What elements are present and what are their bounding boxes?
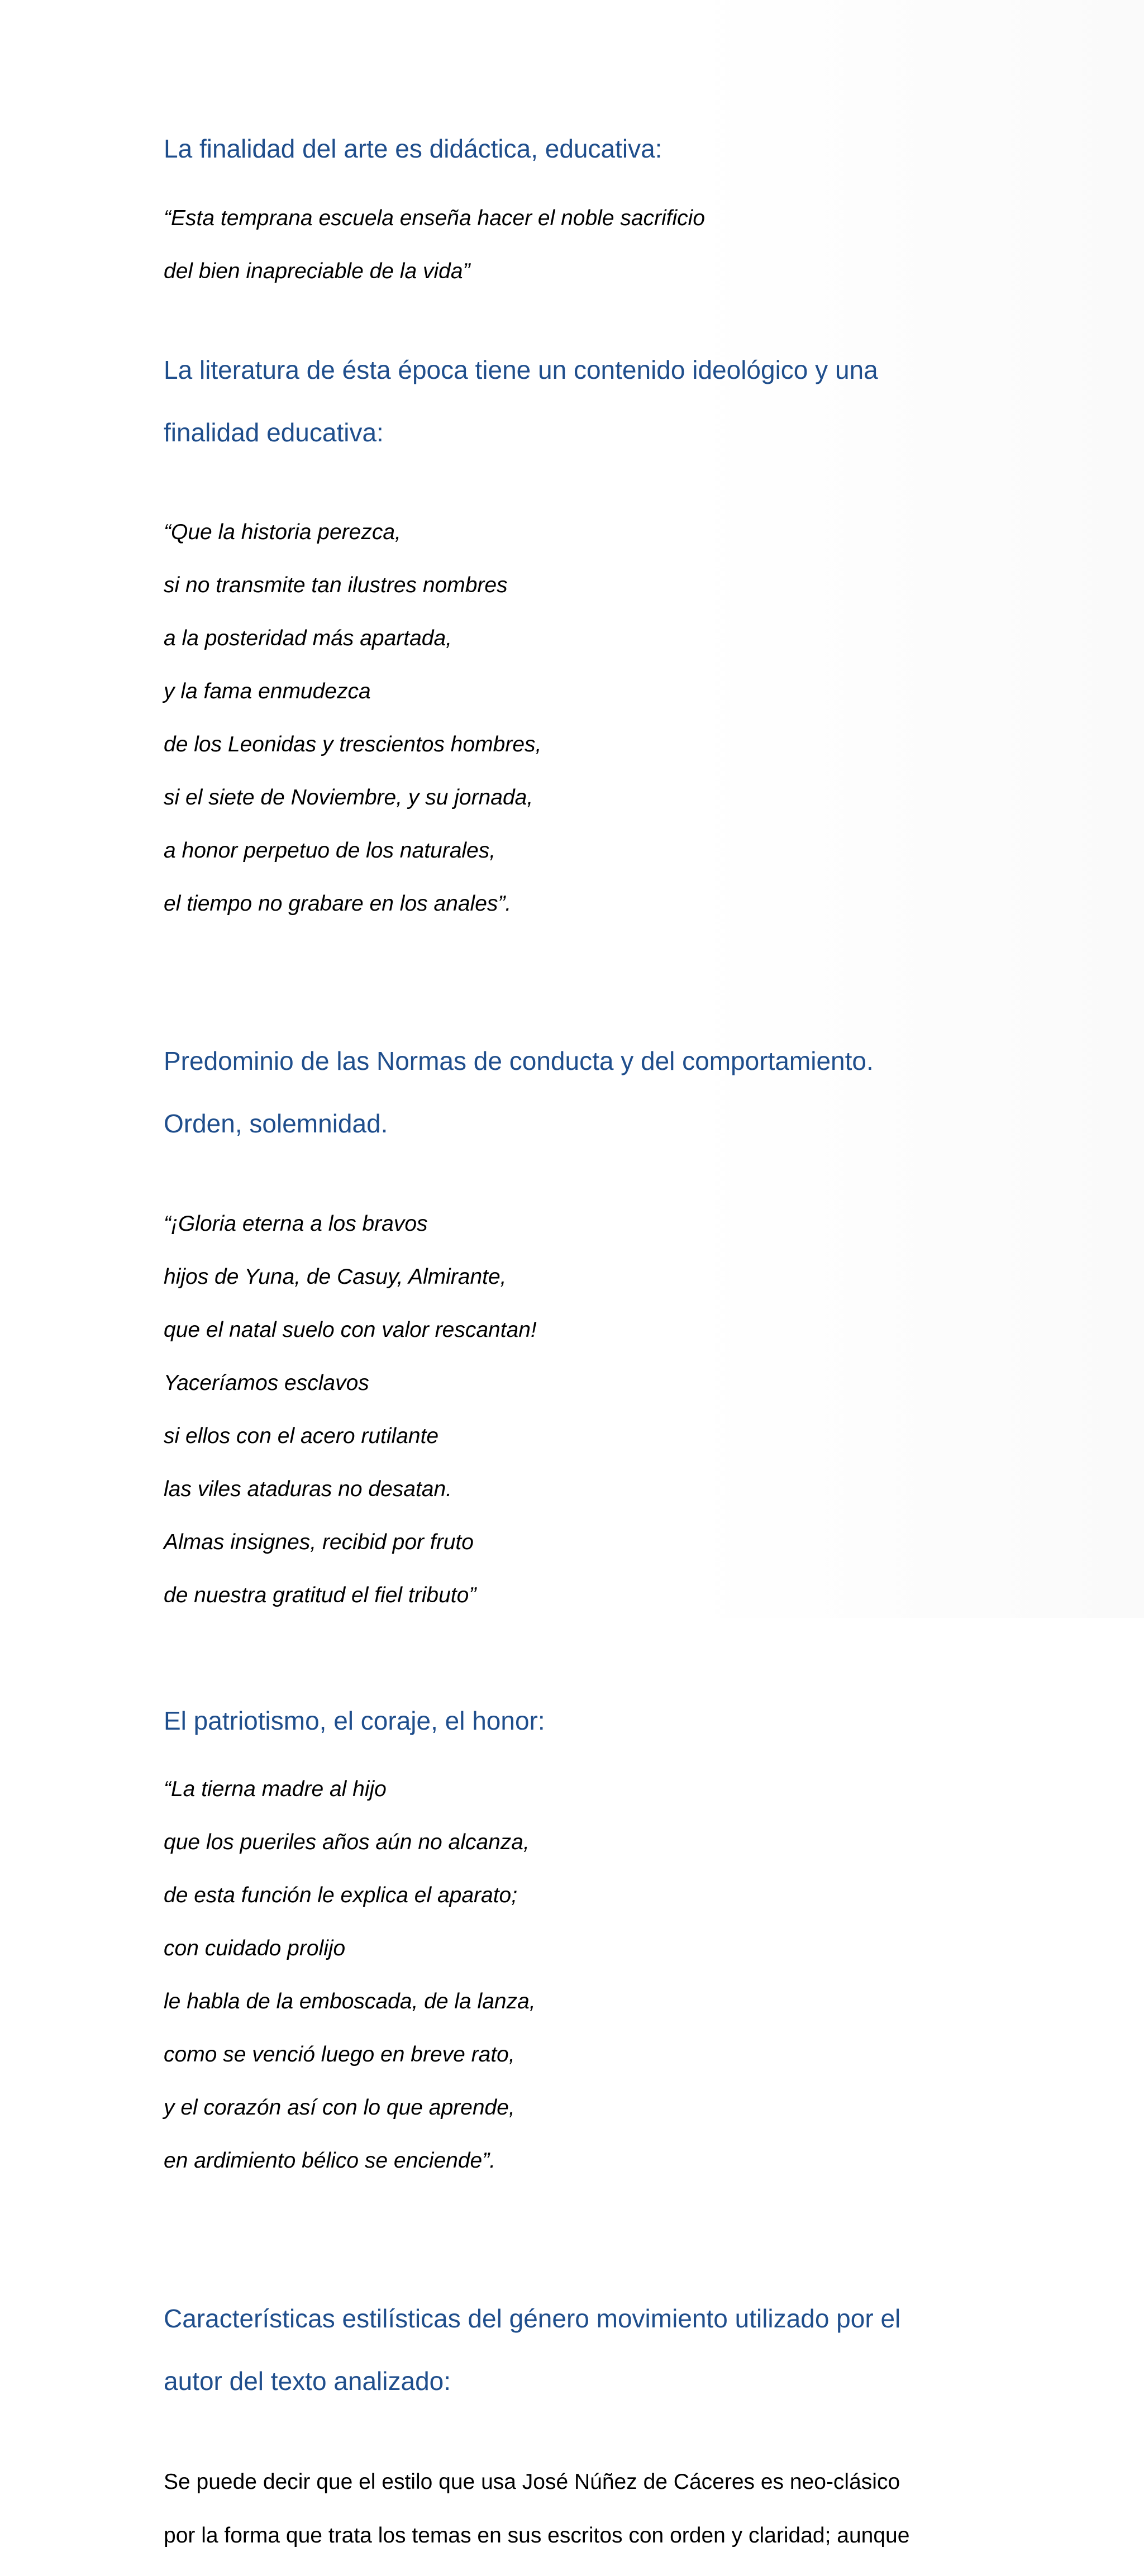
section-heading: El patriotismo, el coraje, el honor: (164, 1706, 545, 1735)
quote-line: le habla de la emboscada, de la lanza, (164, 1989, 536, 2013)
paragraph-line: Se puede decir que el estilo que usa José Núñez de Cáceres es neo-clásico (164, 2470, 900, 2494)
section-heading (164, 2272, 1002, 2428)
heading-line: finalidad educativa: (164, 417, 384, 447)
heading-line: Orden, solemnidad. (164, 1109, 388, 1138)
heading-line: Características estilísticas del género movimiento utilizado por el (164, 2304, 901, 2333)
page-content (164, 133, 1002, 2576)
section-heading: La finalidad del arte es didáctica, educativa: (164, 134, 662, 163)
quote-line: como se venció luego en breve rato, (164, 2042, 515, 2066)
quote-line: y la fama enmudezca (164, 679, 371, 703)
quote-line: si el siete de Noviembre, y su jornada, (164, 785, 533, 810)
heading-line: Predominio de las Normas de conducta y del comportamiento. (164, 1046, 874, 1075)
heading-line: La literatura de ésta época tiene un contenido ideológico y una (164, 355, 878, 384)
heading-line: autor del texto analizado: (164, 2367, 451, 2396)
quote-line: en ardimiento bélico se enciende”. (164, 2149, 496, 2173)
quote-line: las viles ataduras no desatan. (164, 1477, 452, 1501)
quote-line: del bien inapreciable de la vida” (164, 259, 470, 283)
quote-line: hijos de Yuna, de Casuy, Almirante, (164, 1264, 507, 1289)
quote-line: que los pueriles años aún no alcanza, (164, 1830, 530, 1854)
quote-line: si no transmite tan ilustres nombres (164, 573, 508, 597)
quote-line: con cuidado prolijo (164, 1936, 346, 1960)
paragraph-line: por la forma que trata los temas en sus escritos con orden y claridad; aunque (164, 2523, 910, 2548)
quote-line: Almas insignes, recibid por fruto (164, 1530, 474, 1554)
quote-block (164, 178, 1002, 311)
quote-line: “La tierna madre al hijo (164, 1777, 387, 1801)
quote-block (164, 1184, 1002, 1635)
quote-line: de los Leonidas y trescientos hombres, (164, 732, 542, 756)
quote-block (164, 493, 1002, 944)
section-heading (164, 323, 1002, 479)
quote-line: si ellos con el acero rutilante (164, 1423, 439, 1448)
quote-line: “¡Gloria eterna a los bravos (164, 1211, 428, 1236)
quote-line: que el natal suelo con valor rescantan! (164, 1317, 537, 1342)
quote-line: “Esta temprana escuela enseña hacer el noble sacrificio (164, 206, 706, 230)
quote-line: Yaceríamos esclavos (164, 1370, 369, 1395)
quote-block (164, 1750, 1002, 2201)
section-heading (164, 1014, 1002, 1170)
quote-line: el tiempo no grabare en los anales”. (164, 892, 512, 916)
quote-line: a la posteridad más apartada, (164, 626, 452, 650)
quote-line: de nuestra gratitud el fiel tributo” (164, 1583, 476, 1607)
quote-line: “Que la historia perezca, (164, 520, 401, 544)
quote-line: y el corazón así con lo que aprende, (164, 2096, 515, 2120)
quote-line: a honor perpetuo de los naturales, (164, 839, 496, 863)
quote-line: de esta función le explica el aparato; (164, 1883, 518, 1907)
body-paragraph (164, 2442, 1002, 2576)
